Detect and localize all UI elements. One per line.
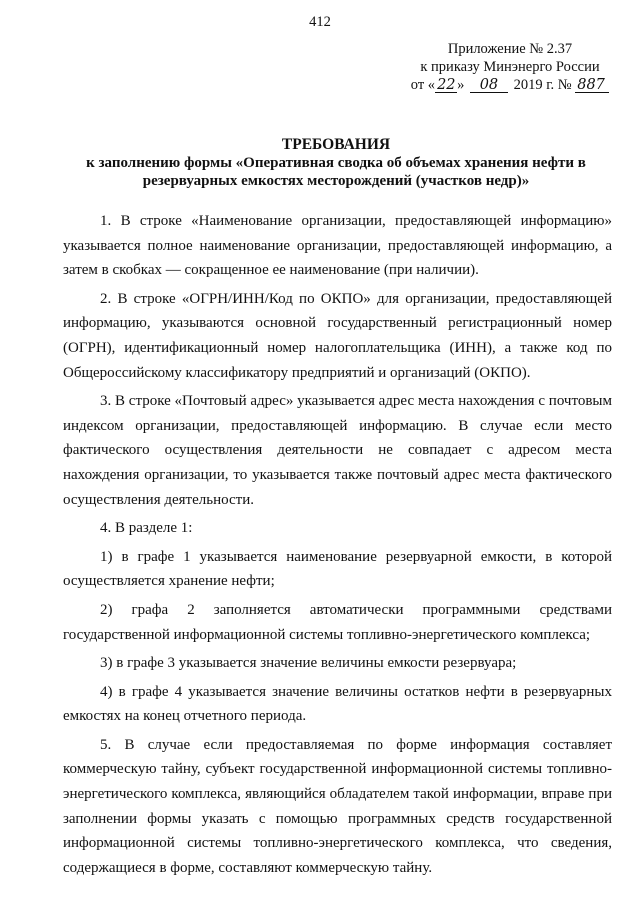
- appendix-header: [400, 40, 620, 94]
- handwritten-order-number: 887: [575, 78, 609, 93]
- paragraph-4-item-4: 4) в графе 4 указывается значение величины остатков нефти в резервуарных емкостях на конец отчетного периода.: [63, 683, 612, 725]
- appendix-number: Приложение № 2.37: [447, 41, 573, 57]
- document-body: [63, 209, 612, 884]
- paragraph-3: 3. В строке «Почтовый адрес» указывается адрес места нахождения с почтовым индексом организации, предоставляющей информацию. В случае если место фактического осуществления деятельности не совпадает с адресом места нахождения организации, то указывается также почтовый адрес места фактического осуществления деятельности.: [63, 393, 612, 508]
- handwritten-day: 22: [437, 77, 456, 93]
- paragraph-4-item-2: 2) графа 2 заполняется автоматически программными средствами государственной информационной системы топливно-энергетического комплекса;: [63, 601, 612, 643]
- handwritten-month: 08: [470, 78, 508, 93]
- appendix-date-line: [400, 76, 620, 94]
- date-prefix: от «: [410, 77, 436, 93]
- title-heading: ТРЕБОВАНИЯ: [281, 136, 391, 153]
- page-number: 412: [309, 14, 331, 30]
- paragraph-4-item-3: 3) в графе 3 указывается значение величины емкости резервуара;: [100, 655, 517, 672]
- date-mid: »: [457, 77, 465, 93]
- document-title: [60, 136, 612, 190]
- title-subtitle-line-1: к заполнению формы «Оперативная сводка об объемах хранения нефти в: [86, 155, 586, 171]
- appendix-order-reference: к приказу Минэнерго России: [420, 59, 600, 75]
- paragraph-4: 4. В разделе 1:: [100, 520, 193, 537]
- paragraph-5: 5. В случае если предоставляемая по форме информация составляет коммерческую тайну, субъект государственной информационной системы топливно-энергетического комплекса, являющийся обладателем такой информации, вправе при заполнении формы указать с помощью программных средств государственной информационной системы топливно-энергетического комплекса, что сведения, содержащиеся в форме, составляют коммерческую тайну.: [63, 736, 612, 876]
- title-subtitle-line-2: резервуарных емкостях месторождений (участков недр)»: [142, 173, 530, 189]
- paragraph-4-item-1: 1) в графе 1 указывается наименование резервуарной емкости, в которой осуществляется хранение нефти;: [63, 548, 612, 590]
- paragraph-2: 2. В строке «ОГРН/ИНН/Код по ОКПО» для организации, предоставляющей информацию, указываются основной государственный регистрационный номер (ОГРН), идентификационный номер налогоплательщика (ИНН), а также код по Общероссийскому классификатору предприятий и организаций (ОКПО).: [63, 290, 612, 381]
- date-year: 2019 г. №: [513, 77, 572, 93]
- paragraph-1: 1. В строке «Наименование организации, предоставляющей информацию» указывается полное наименование организации, предоставляющей информацию, а затем в скобках — сокращенное ее наименование (при наличии).: [63, 213, 612, 279]
